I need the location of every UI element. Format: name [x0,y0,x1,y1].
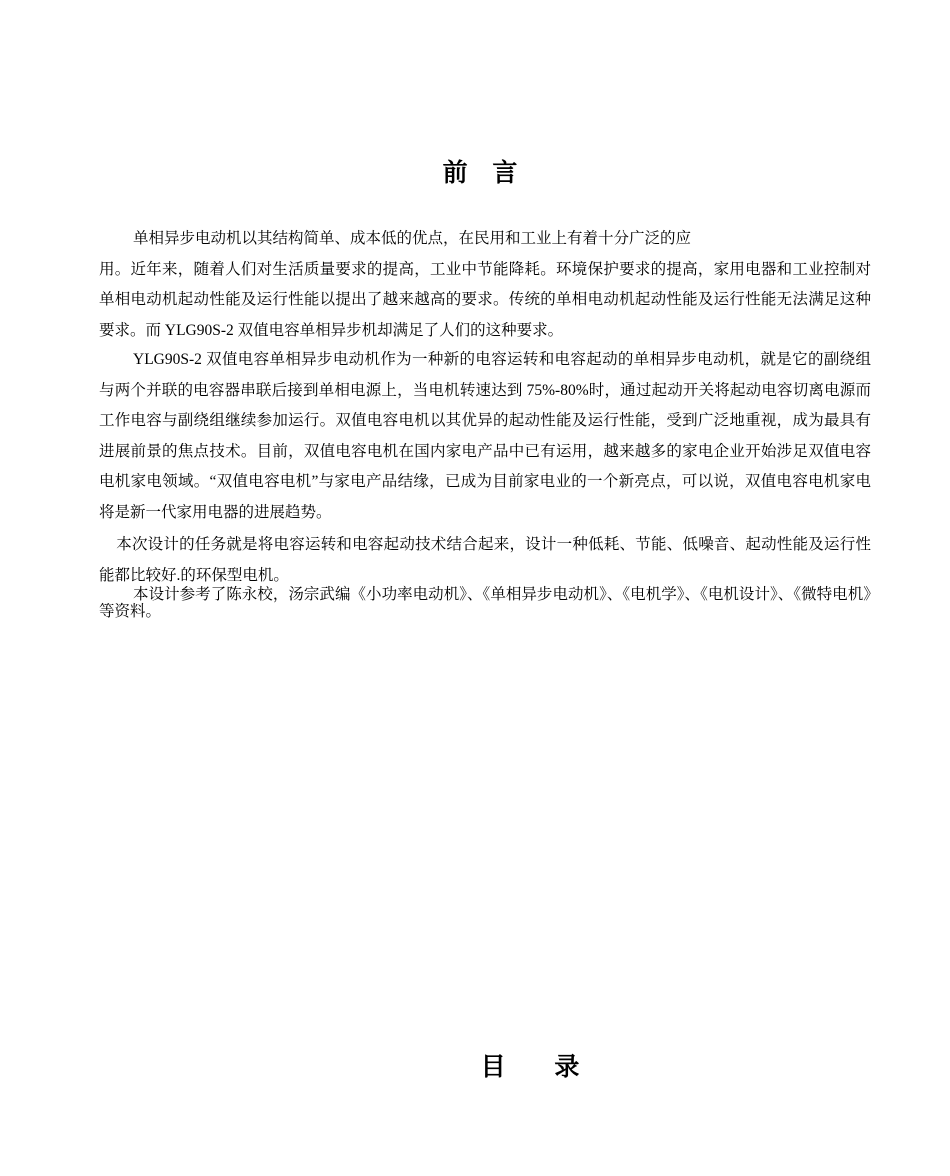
paragraph-3-text: 本次设计的任务就是将电容运转和电容起动技术结合起来，设计一种低耗、节能、低噪音、起动性能及运行性能都比较好.的环保型电机。 [99,536,871,584]
preface-paragraph-1 [99,224,871,346]
preface-paragraph-3 [99,530,871,591]
preface-paragraph-2 [99,345,871,528]
toc-title: 目 录 [480,1052,580,1081]
preface-paragraph-4 [99,586,871,620]
paragraph-1-rest: 用。近年来，随着人们对生活质量要求的提高，工业中节能降耗。环境保护要求的提高，家用电器和工业控制对单相电动机起动性能及运行性能以提出了越来越高的要求。传统的单相电动机起动性能及运行性能无法满足这种要求。而 YLG90S-2 双值电容单相异步机却满足了人们的这种要求。 [99,260,871,339]
paragraph-2-text: YLG90S-2 双值电容单相异步电动机作为一种新的电容运转和电容起动的单相异步电动机，就是它的副绕组与两个并联的电容器串联后接到单相电源上，当电机转速达到 75%-80%时，通过起动开关将起动电容切离电源而工作电容与副绕组继续参加运行。双值电容电机以其优异的起动性能及运行性能，受到广泛地重视，成为最具有进展前景的焦点技术。目前，双值电容电机在国内家电产品中已有运用，越来越多的家电企业开始涉足双值电容电机家电领域。“双值电容电机”与家电产品结缘，已成为目前家电业的一个新亮点，可以说，双值电容电机家电将是新一代家用电器的进展趋势。 [99,351,871,521]
paragraph-4-text: 本设计参考了陈永校，汤宗武编《小功率电动机》、《单相异步电动机》、《电机学》、《电机设计》、《微特电机》等资料。 [99,586,871,620]
preface-title: 前 言 [442,158,526,187]
paragraph-1-first-line: 单相异步电动机以其结构简单、成本低的优点，在民用和工业上有着十分广泛的应 [133,230,692,247]
